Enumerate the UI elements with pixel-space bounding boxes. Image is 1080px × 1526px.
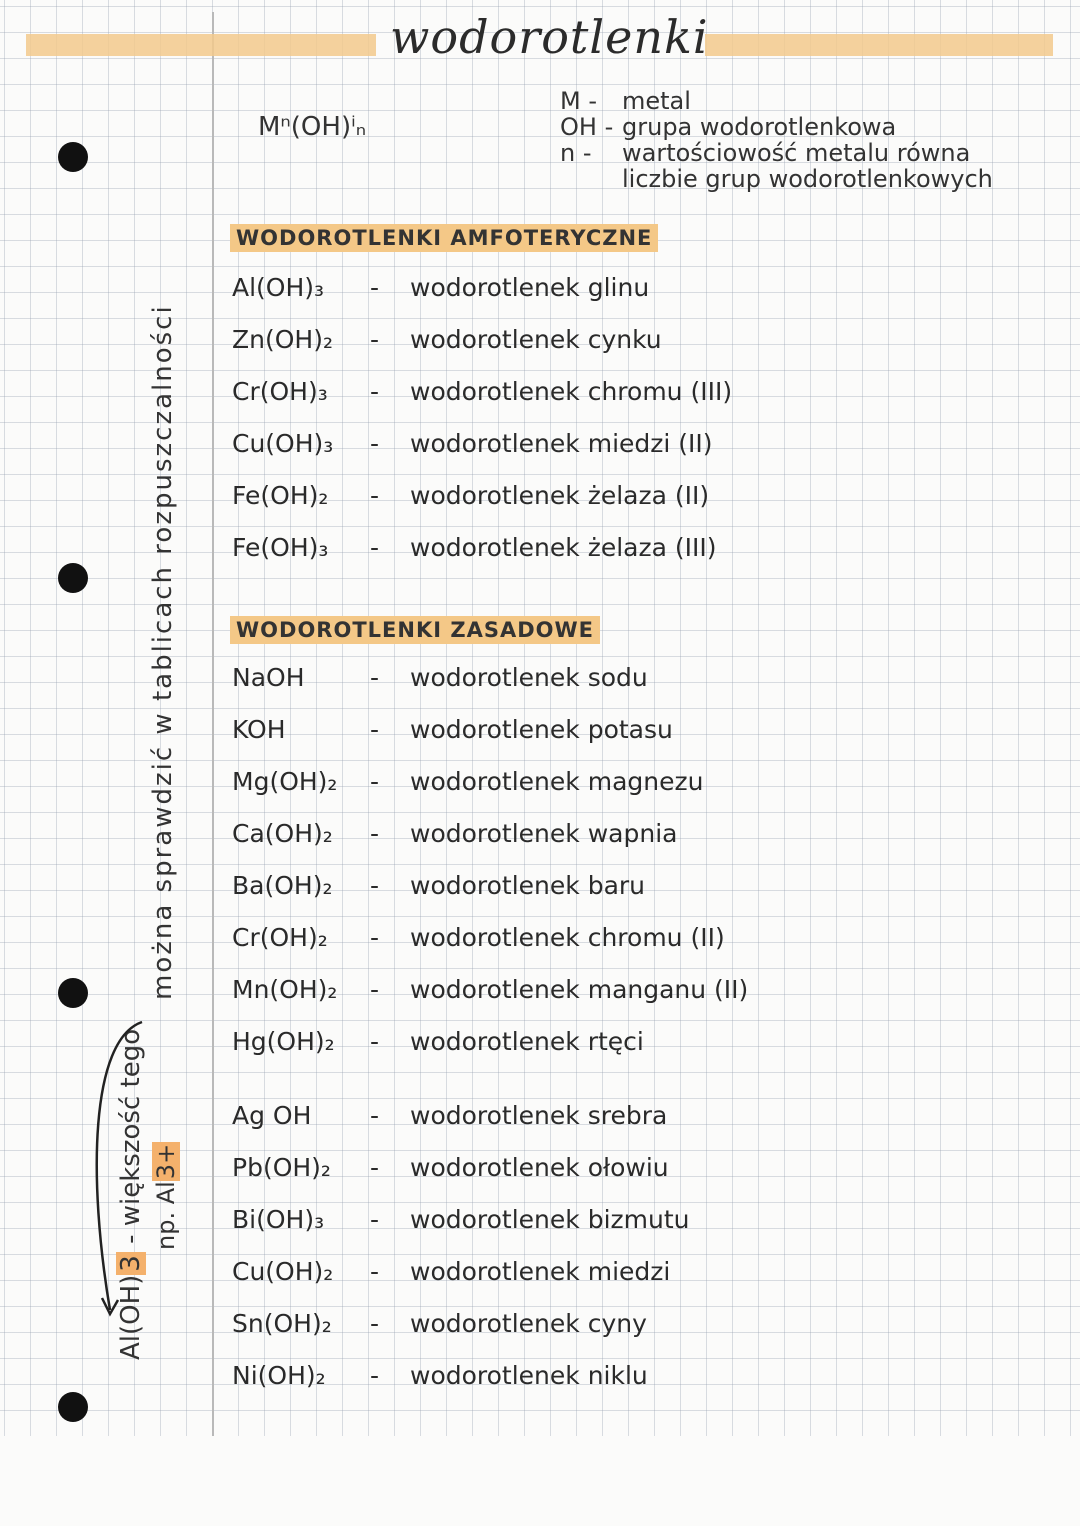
list-item — [232, 470, 732, 522]
list-item — [232, 1246, 690, 1298]
compound-name: wodorotlenek sodu — [410, 663, 648, 692]
list-item — [232, 704, 748, 756]
list-item — [232, 652, 748, 704]
compound-name: wodorotlenek niklu — [410, 1361, 648, 1390]
dash: - — [370, 663, 380, 692]
compound-name: wodorotlenek baru — [410, 871, 646, 900]
chemical-formula: Ni(OH)₂ — [232, 1361, 326, 1390]
dash: - — [370, 767, 380, 796]
legend-row — [560, 140, 993, 166]
list-item — [232, 756, 748, 808]
compound-name: wodorotlenek potasu — [410, 715, 673, 744]
other-list — [232, 1090, 690, 1402]
legend-symbol — [560, 166, 622, 192]
dash: - — [370, 923, 380, 952]
formula-legend — [560, 88, 993, 192]
legend-symbol: n - — [560, 139, 592, 167]
compound-name: wodorotlenek glinu — [410, 273, 650, 302]
compound-name: wodorotlenek cynku — [410, 325, 662, 354]
chemical-formula: Cr(OH)₃ — [232, 377, 328, 406]
compound-name: wodorotlenek rtęci — [410, 1027, 644, 1056]
basic-list — [232, 652, 748, 1068]
list-item — [232, 1142, 690, 1194]
list-item — [232, 262, 732, 314]
legend-text: wartościowość metalu równa — [622, 139, 971, 167]
title-highlight-left — [26, 34, 376, 56]
note-formula-suffix: - większość tego — [116, 1028, 146, 1253]
section-heading-amphoteric: WODOROTLENKI AMFOTERYCZNE — [230, 224, 658, 252]
chemical-formula: Ba(OH)₂ — [232, 871, 333, 900]
chemical-formula: Mn(OH)₂ — [232, 975, 338, 1004]
dash: - — [370, 1153, 380, 1182]
dash: - — [370, 377, 380, 406]
chemical-formula: Cu(OH)₂ — [232, 1257, 334, 1286]
compound-name: wodorotlenek ołowiu — [410, 1153, 669, 1182]
chemical-formula: Fe(OH)₃ — [232, 533, 329, 562]
list-item — [232, 860, 748, 912]
dash: - — [370, 533, 380, 562]
legend-symbol: OH - — [560, 113, 614, 141]
list-item — [232, 912, 748, 964]
general-formula: Mⁿ(OH)ⁱₙ — [258, 112, 367, 142]
legend-symbol: M - — [560, 87, 597, 115]
margin-line — [212, 12, 214, 1436]
list-item — [232, 964, 748, 1016]
dash: - — [370, 273, 380, 302]
list-item — [232, 1298, 690, 1350]
compound-name: wodorotlenek srebra — [410, 1101, 668, 1130]
note-example-mark: 3+ — [152, 1143, 180, 1180]
legend-text: liczbie grup wodorotlenkowych — [622, 165, 993, 193]
dash: - — [370, 1101, 380, 1130]
dash: - — [370, 871, 380, 900]
dash: - — [370, 1309, 380, 1338]
page-bottom — [0, 1436, 1080, 1526]
chemical-formula: Pb(OH)₂ — [232, 1153, 331, 1182]
chemical-formula: Sn(OH)₂ — [232, 1309, 332, 1338]
dash: - — [370, 819, 380, 848]
dash: - — [370, 481, 380, 510]
legend-text: metal — [622, 87, 691, 115]
compound-name: wodorotlenek cyny — [410, 1309, 647, 1338]
compound-name: wodorotlenek żelaza (III) — [410, 533, 717, 562]
note-formula-mark: 3 — [116, 1252, 146, 1275]
list-item — [232, 1090, 690, 1142]
dash: - — [370, 325, 380, 354]
binder-hole — [58, 563, 88, 593]
chemical-formula: Ag OH — [232, 1101, 312, 1130]
chemical-formula: Hg(OH)₂ — [232, 1027, 335, 1056]
compound-name: wodorotlenek chromu (II) — [410, 923, 725, 952]
binder-hole — [58, 1392, 88, 1422]
list-item — [232, 1194, 690, 1246]
list-item — [232, 418, 732, 470]
note-formula-prefix: Al(OH) — [116, 1274, 146, 1360]
chemical-formula: Bi(OH)₃ — [232, 1205, 325, 1234]
page-title: wodorotlenki — [390, 10, 709, 64]
list-item — [232, 522, 732, 574]
chemical-formula: Cr(OH)₂ — [232, 923, 328, 952]
legend-row — [560, 166, 993, 192]
list-item — [232, 1016, 748, 1068]
chemical-formula: NaOH — [232, 663, 305, 692]
dash: - — [370, 1361, 380, 1390]
compound-name: wodorotlenek wapnia — [410, 819, 678, 848]
legend-text: grupa wodorotlenkowa — [622, 113, 897, 141]
chemical-formula: Fe(OH)₂ — [232, 481, 329, 510]
dash: - — [370, 975, 380, 1004]
list-item — [232, 366, 732, 418]
chemical-formula: Al(OH)₃ — [232, 273, 325, 302]
compound-name: wodorotlenek bizmutu — [410, 1205, 690, 1234]
chemical-formula: Ca(OH)₂ — [232, 819, 333, 848]
compound-name: wodorotlenek manganu (II) — [410, 975, 749, 1004]
chemical-formula: KOH — [232, 715, 286, 744]
compound-name: wodorotlenek chromu (III) — [410, 377, 733, 406]
dash: - — [370, 1205, 380, 1234]
curved-arrow-icon — [80, 1010, 160, 1330]
legend-row — [560, 88, 993, 114]
compound-name: wodorotlenek miedzi (II) — [410, 429, 713, 458]
dash: - — [370, 1257, 380, 1286]
compound-name: wodorotlenek magnezu — [410, 767, 704, 796]
legend-row — [560, 114, 993, 140]
dash: - — [370, 1027, 380, 1056]
list-item — [232, 314, 732, 366]
chemical-formula: Zn(OH)₂ — [232, 325, 333, 354]
list-item — [232, 808, 748, 860]
amphoteric-list — [232, 262, 732, 574]
binder-hole — [58, 978, 88, 1008]
margin-vertical-note: można sprawdzić w tablicach rozpuszczalności — [148, 304, 178, 1000]
dash: - — [370, 715, 380, 744]
section-heading-basic: WODOROTLENKI ZASADOWE — [230, 616, 600, 644]
compound-name: wodorotlenek miedzi — [410, 1257, 671, 1286]
dash: - — [370, 429, 380, 458]
note-example-prefix: np. Al — [152, 1181, 180, 1250]
chemical-formula: Cu(OH)₃ — [232, 429, 334, 458]
binder-hole — [58, 142, 88, 172]
list-item — [232, 1350, 690, 1402]
compound-name: wodorotlenek żelaza (II) — [410, 481, 710, 510]
title-highlight-right — [705, 34, 1053, 56]
chemical-formula: Mg(OH)₂ — [232, 767, 338, 796]
